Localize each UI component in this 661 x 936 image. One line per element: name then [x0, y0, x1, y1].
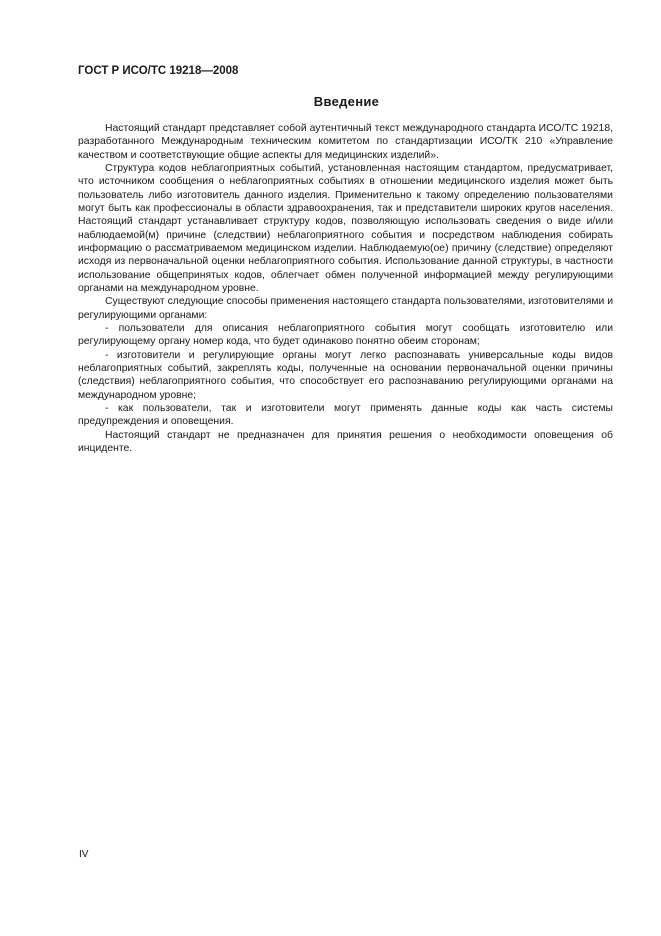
paragraph-intro: Настоящий стандарт представляет собой аутентичный текст международного стандарта ИСО/ТС 19218, разработанного Международным техническим комитетом по стандартизации ИСО/ТК 210 «Управление качеством и соответствующие общие аспекты для медицинских изделий».: [78, 123, 613, 161]
paragraph-structure: Структура кодов неблагоприятных событий, установленная настоящим стандартом, предусматривает, что источником сообщения о неблагоприятных событиях в отношении медицинского изделия может быть пользователь либо изготовитель данного изделия. Применительно к такому определению пользователями могут быть как профессионалы в области здравоохранения, так и представители широких кругов населения. Настоящий стандарт устанавливает структуру кодов, позволяющую использовать сведения о виде и/или наблюдаемой(м) причине (следствии) неблагоприятного события и посредством наблюдения собирать информацию о рассматриваемом медицинском изделии. Наблюдаемую(ое) причину (следствие) определяют исходя из первоначальной оценки неблагоприятного события. Использование данной структуры, в частности использование общепринятых кодов, облегчает обмен полученной информацией между регулирующими органами на международном уровне.: [78, 162, 613, 294]
list-item-manufacturers: - изготовители и регулирующие органы могут легко распознавать универсальные коды видов неблагоприятных событий, закреплять коды, полученные на основании первоначальной оценки причины (следствия) неблагоприятного события, что способствует его распознаванию регулирующими органами на международном уровне;: [78, 349, 613, 401]
list-item-warning-system: - как пользователи, так и изготовители могут применять данные коды как часть системы предупреждения и оповещения.: [78, 402, 613, 428]
paragraph-usage-intro: Существуют следующие способы применения настоящего стандарта пользователями, изготовителями и регулирующими органами:: [78, 296, 613, 321]
list-item-users: - пользователи для описания неблагоприятного события могут сообщать изготовителю или регулирующему органу номер кода, что будет одинаково понятно обеим сторонам;: [78, 322, 613, 348]
paragraph-scope-limit: Настоящий стандарт не предназначен для принятия решения о необходимости оповещения об инциденте.: [78, 429, 613, 454]
document-body: [78, 122, 613, 455]
document-header: ГОСТ Р ИСО/ТС 19218—2008: [78, 65, 239, 77]
page-number: IV: [79, 849, 89, 860]
section-title: Введение: [313, 94, 380, 109]
